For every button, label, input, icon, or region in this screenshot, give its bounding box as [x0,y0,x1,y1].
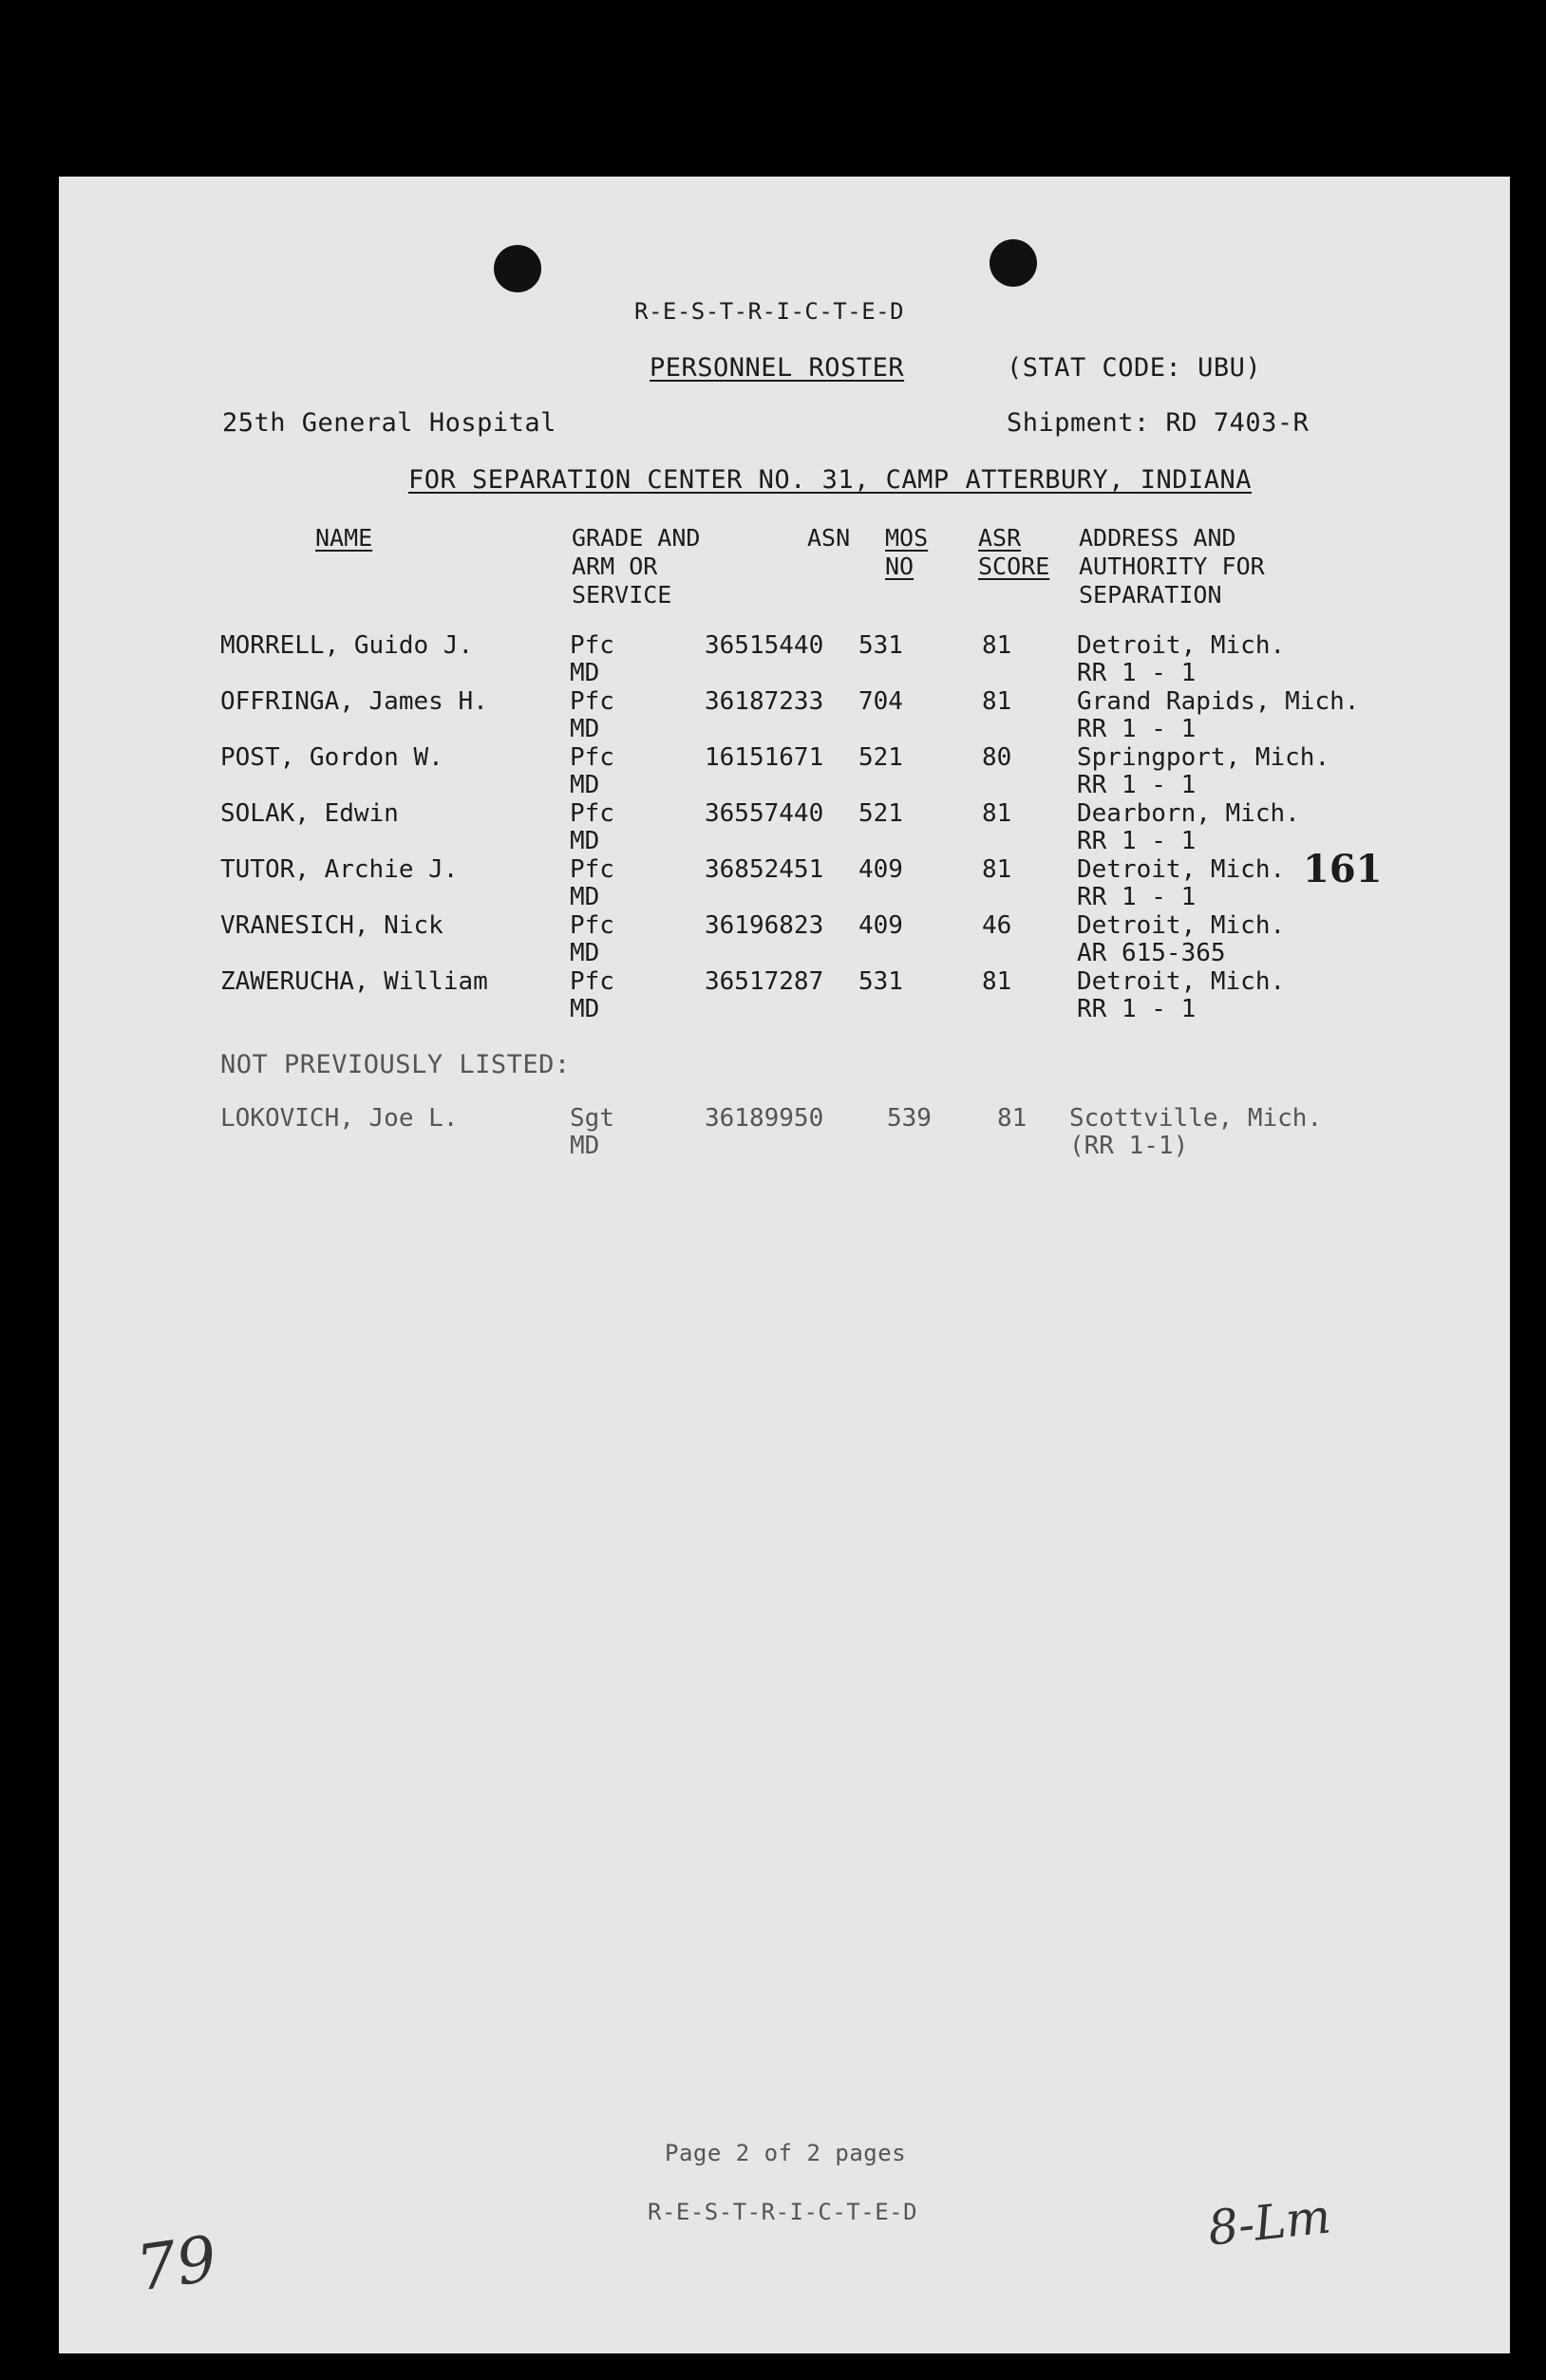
destination-line: FOR SEPARATION CENTER NO. 31, CAMP ATTERBURY, INDIANA [408,465,1253,495]
row-name: MORRELL, Guido J. [220,631,474,660]
row-name: TUTOR, Archie J. [220,855,459,884]
row-name: OFFRINGA, James H. [220,687,488,716]
row-service: MD [570,883,600,911]
table-row [59,800,1510,857]
row-asr: 81 [982,855,1012,884]
row-mos: 531 [858,631,903,660]
roster-title: PERSONNEL ROSTER [650,353,905,383]
row-authority: RR 1 - 1 [1077,659,1197,687]
row-address: Detroit, Mich. [1077,631,1286,660]
row-authority: AR 615-365 [1077,939,1226,967]
row-address: Detroit, Mich. [1077,855,1286,884]
row-mos: 521 [858,799,903,828]
row-asn: 36189950 [705,1104,824,1133]
punch-hole-left [494,245,541,292]
row-mos: 531 [858,967,903,996]
row-asr: 46 [982,911,1012,940]
column-header-address: ADDRESS AND AUTHORITY FOR SEPARATION [1079,524,1265,609]
row-authority: (RR 1-1) [1069,1132,1189,1160]
column-header-name: NAME [315,524,373,552]
handwritten-note-left: 79 [132,2221,221,2306]
restricted-header: R-E-S-T-R-I-C-T-E-D [634,298,905,325]
row-name: SOLAK, Edwin [220,799,399,828]
row-authority: RR 1 - 1 [1077,827,1197,855]
row-asr: 81 [982,967,1012,996]
row-service: MD [570,771,600,799]
table-row [59,856,1510,913]
punch-hole-right [990,239,1037,287]
table-row [59,968,1510,1025]
row-service: MD [570,715,600,743]
column-header-mos: MOS NO [885,524,929,580]
unit-name: 25th General Hospital [222,408,556,438]
table-row [59,912,1510,969]
row-service: MD [570,827,600,855]
row-mos: 539 [887,1104,932,1133]
restricted-footer: R-E-S-T-R-I-C-T-E-D [648,2199,918,2225]
row-name: POST, Gordon W. [220,743,443,772]
row-mos: 521 [858,743,903,772]
row-service: MD [570,995,600,1023]
row-name: LOKOVICH, Joe L. [220,1104,459,1133]
row-asr: 80 [982,743,1012,772]
row-grade: Pfc [570,967,614,996]
stamped-number: 161 [1303,847,1383,891]
table-row [59,688,1510,745]
row-asr: 81 [997,1104,1028,1133]
row-asr: 81 [982,631,1012,660]
row-grade: Pfc [570,631,614,660]
page-number: Page 2 of 2 pages [665,2140,907,2166]
row-address: Springport, Mich. [1077,743,1330,772]
row-asr: 81 [982,799,1012,828]
table-row [59,1105,1510,1162]
column-header-grade: GRADE AND ARM OR SERVICE [572,524,701,609]
document-page [59,177,1510,2353]
row-address: Detroit, Mich. [1077,911,1286,940]
stat-code: (STAT CODE: UBU) [1007,353,1262,383]
shipment-number: Shipment: RD 7403-R [1007,408,1310,438]
row-mos: 704 [858,687,903,716]
handwritten-note-right: 8-Lm [1205,2188,1334,2257]
row-address: Scottville, Mich. [1069,1104,1323,1133]
row-grade: Pfc [570,855,614,884]
table-row [59,632,1510,689]
row-asn: 36196823 [705,911,824,940]
row-service: MD [570,659,600,687]
row-name: VRANESICH, Nick [220,911,443,940]
row-asn: 36515440 [705,631,824,660]
row-grade: Pfc [570,687,614,716]
row-authority: RR 1 - 1 [1077,715,1197,743]
row-service: MD [570,939,600,967]
row-asn: 36187233 [705,687,824,716]
row-authority: RR 1 - 1 [1077,771,1197,799]
not-previously-listed-label: NOT PREVIOUSLY LISTED: [220,1050,571,1079]
row-service: MD [570,1132,600,1160]
row-authority: RR 1 - 1 [1077,883,1197,911]
table-row [59,744,1510,801]
row-asr: 81 [982,687,1012,716]
row-grade: Pfc [570,743,614,772]
row-asn: 36852451 [705,855,824,884]
row-asn: 16151671 [705,743,824,772]
row-address: Dearborn, Mich. [1077,799,1300,828]
row-asn: 36557440 [705,799,824,828]
row-authority: RR 1 - 1 [1077,995,1197,1023]
row-grade: Pfc [570,911,614,940]
column-header-asr: ASR SCORE [978,524,1050,580]
row-grade: Pfc [570,799,614,828]
row-mos: 409 [858,855,903,884]
row-name: ZAWERUCHA, William [220,967,488,996]
row-asn: 36517287 [705,967,824,996]
row-grade: Sgt [570,1104,614,1133]
row-address: Detroit, Mich. [1077,967,1286,996]
row-mos: 409 [858,911,903,940]
row-address: Grand Rapids, Mich. [1077,687,1360,716]
column-header-asn: ASN [807,524,851,552]
